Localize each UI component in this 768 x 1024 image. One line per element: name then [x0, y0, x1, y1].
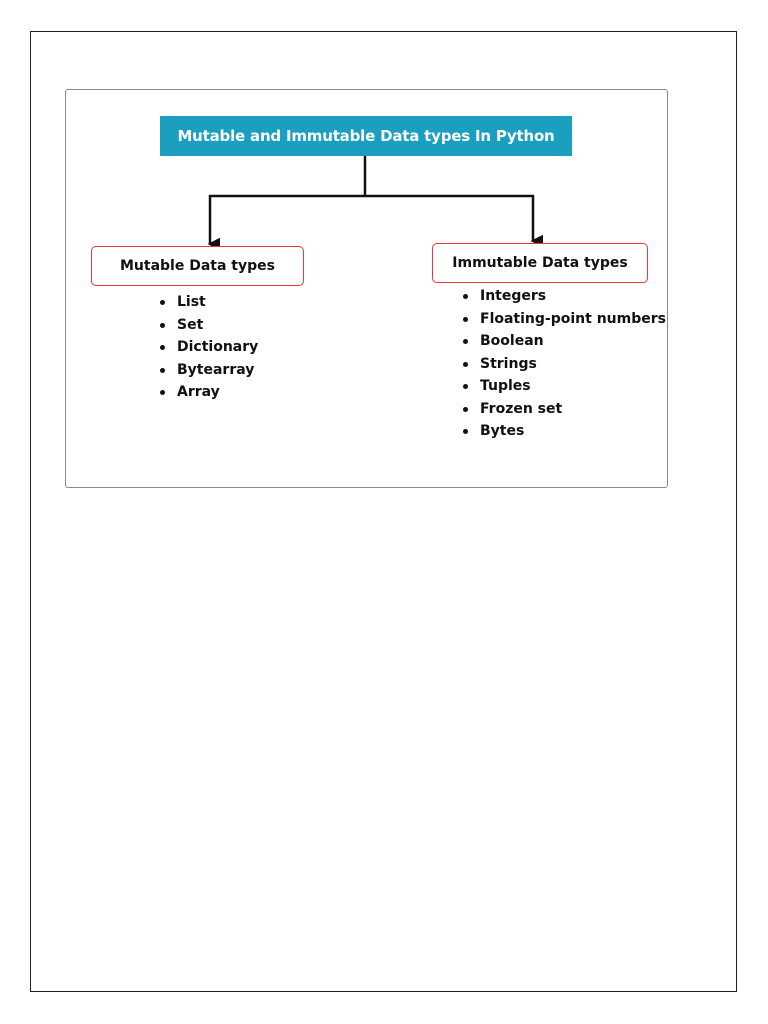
diagram-title: Mutable and Immutable Data types In Python [160, 116, 572, 156]
mutable-types-list [160, 291, 258, 404]
list-item: Dictionary [160, 336, 258, 359]
list-item: Floating-point numbers [463, 308, 666, 331]
mutable-category-box: Mutable Data types [91, 246, 304, 286]
list-item: List [160, 291, 258, 314]
list-item: Boolean [463, 330, 666, 353]
immutable-category-box: Immutable Data types [432, 243, 648, 283]
immutable-types-list [463, 285, 666, 443]
list-item: Bytearray [160, 359, 258, 382]
list-item: Array [160, 381, 258, 404]
list-item: Bytes [463, 420, 666, 443]
list-item: Set [160, 314, 258, 337]
list-item: Integers [463, 285, 666, 308]
list-item: Frozen set [463, 398, 666, 421]
list-item: Strings [463, 353, 666, 376]
list-item: Tuples [463, 375, 666, 398]
